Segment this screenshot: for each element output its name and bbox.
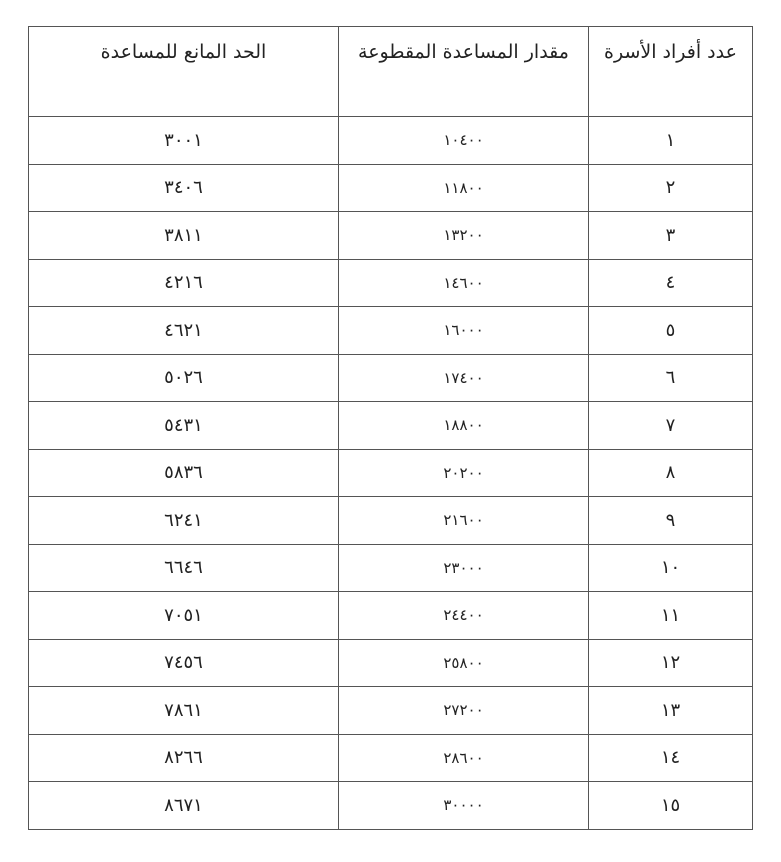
cell-limit: ٧٤٥٦	[29, 639, 339, 687]
table-row	[29, 259, 753, 307]
cell-members: ١٢	[589, 639, 753, 687]
cell-amount: ٢٥٨٠٠	[339, 639, 589, 687]
cell-limit: ٣٨١١	[29, 212, 339, 260]
cell-members: ٧	[589, 402, 753, 450]
header-amount-cut: مقدار المساعدة المقطوعة	[339, 27, 589, 117]
cell-limit: ٦٦٤٦	[29, 544, 339, 592]
cell-members: ١١	[589, 592, 753, 640]
table-row	[29, 449, 753, 497]
cell-amount: ٢٨٦٠٠	[339, 734, 589, 782]
cell-limit: ٨٢٦٦	[29, 734, 339, 782]
cell-amount: ٢٣٠٠٠	[339, 544, 589, 592]
table-row	[29, 164, 753, 212]
cell-amount: ١١٨٠٠	[339, 164, 589, 212]
document-page	[28, 26, 752, 830]
cell-members: ٨	[589, 449, 753, 497]
cell-amount: ٢٠٢٠٠	[339, 449, 589, 497]
cell-members: ١٥	[589, 782, 753, 830]
table-row	[29, 354, 753, 402]
table-row	[29, 592, 753, 640]
cell-amount: ١٣٢٠٠	[339, 212, 589, 260]
cell-limit: ٤٢١٦	[29, 259, 339, 307]
cell-members: ٥	[589, 307, 753, 355]
cell-members: ٦	[589, 354, 753, 402]
cell-limit: ٦٢٤١	[29, 497, 339, 545]
cell-limit: ٥٨٣٦	[29, 449, 339, 497]
table-row	[29, 307, 753, 355]
cell-limit: ٨٦٧١	[29, 782, 339, 830]
cell-amount: ١٧٤٠٠	[339, 354, 589, 402]
cell-limit: ٤٦٢١	[29, 307, 339, 355]
cell-amount: ٢٧٢٠٠	[339, 687, 589, 735]
cell-members: ٤	[589, 259, 753, 307]
cell-limit: ٥٠٢٦	[29, 354, 339, 402]
cell-members: ١٤	[589, 734, 753, 782]
table-row	[29, 782, 753, 830]
cell-amount: ٢٤٤٠٠	[339, 592, 589, 640]
header-limit: الحد المانع للمساعدة	[29, 27, 339, 117]
table-row	[29, 544, 753, 592]
cell-limit: ٣٤٠٦	[29, 164, 339, 212]
table-row	[29, 212, 753, 260]
cell-members: ١٣	[589, 687, 753, 735]
cell-amount: ١٨٨٠٠	[339, 402, 589, 450]
table-row	[29, 402, 753, 450]
table-row	[29, 687, 753, 735]
table-row	[29, 734, 753, 782]
cell-limit: ٧٠٥١	[29, 592, 339, 640]
cell-amount: ١٠٤٠٠	[339, 117, 589, 165]
aid-table	[28, 26, 753, 830]
cell-limit: ٥٤٣١	[29, 402, 339, 450]
cell-members: ٩	[589, 497, 753, 545]
cell-amount: ٣٠٠٠٠	[339, 782, 589, 830]
cell-members: ٢	[589, 164, 753, 212]
cell-limit: ٧٨٦١	[29, 687, 339, 735]
cell-amount: ٢١٦٠٠	[339, 497, 589, 545]
table-header-row	[29, 27, 753, 117]
cell-amount: ١٤٦٠٠	[339, 259, 589, 307]
table-row	[29, 117, 753, 165]
table-row	[29, 497, 753, 545]
cell-members: ١٠	[589, 544, 753, 592]
cell-members: ٣	[589, 212, 753, 260]
cell-limit: ٣٠٠١	[29, 117, 339, 165]
table-row	[29, 639, 753, 687]
cell-members: ١	[589, 117, 753, 165]
cell-amount: ١٦٠٠٠	[339, 307, 589, 355]
header-family-members: عدد أفراد الأسرة	[589, 27, 753, 117]
